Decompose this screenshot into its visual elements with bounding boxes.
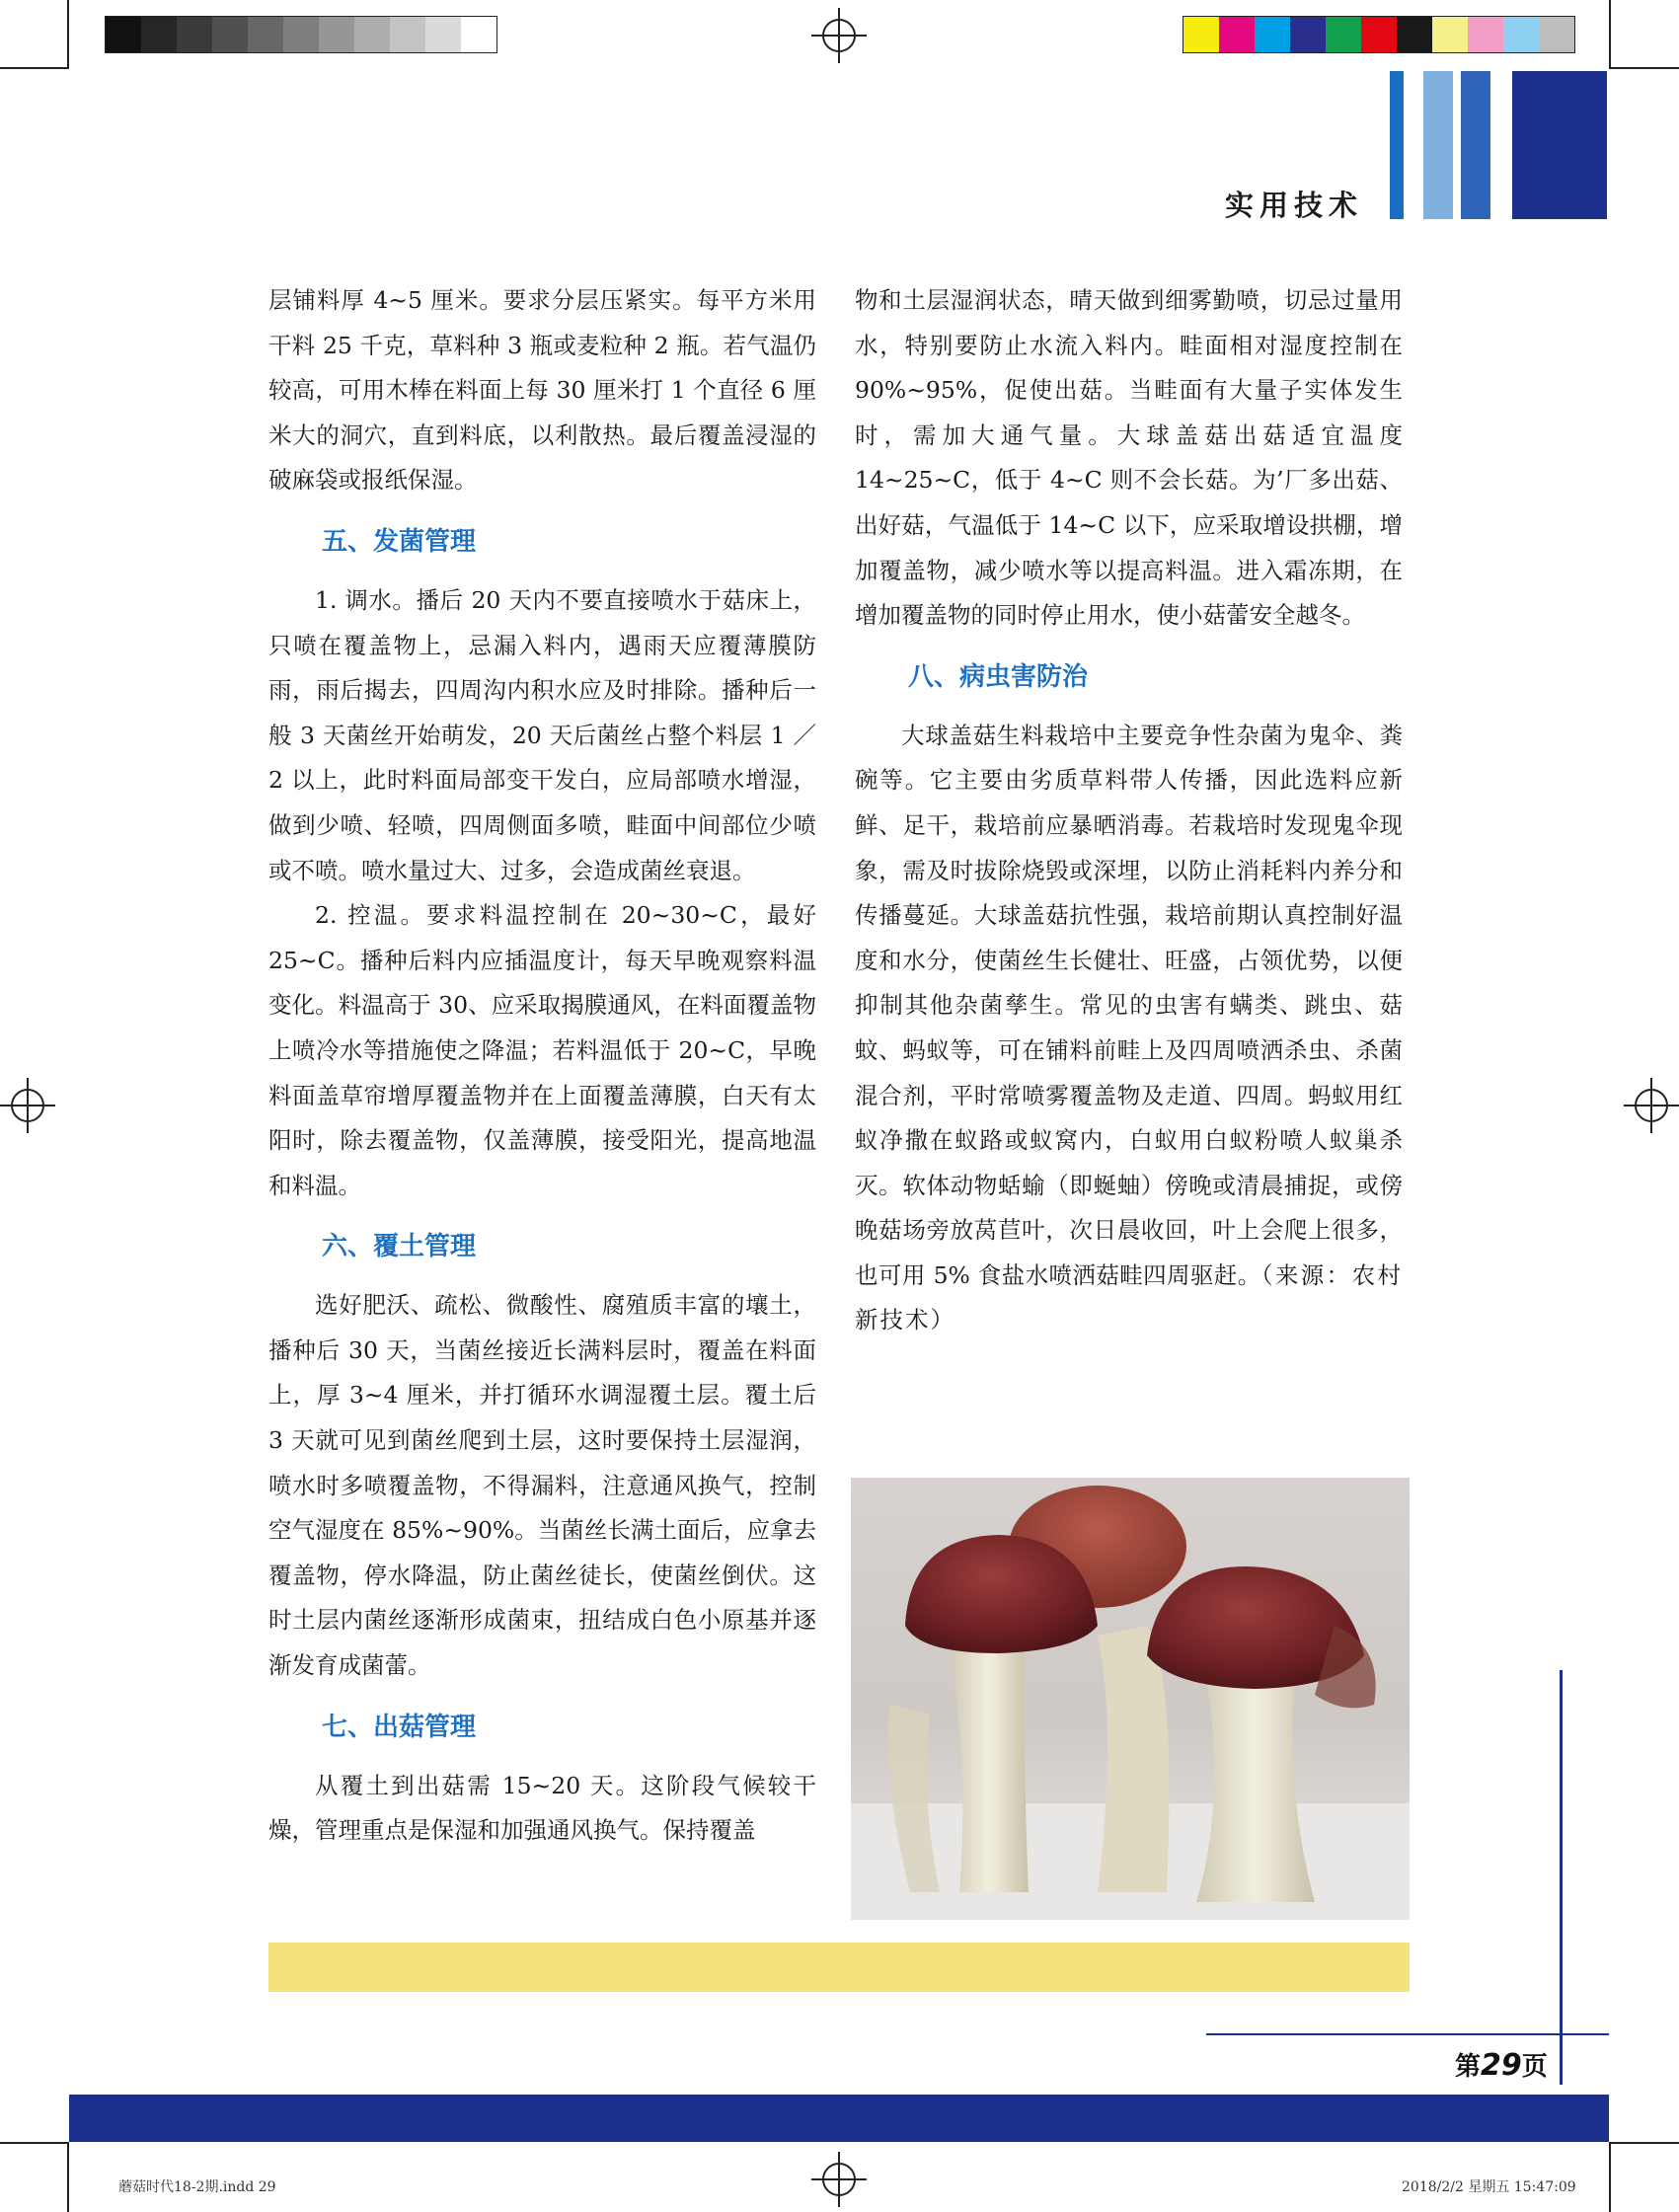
page-suffix: 页	[1521, 2052, 1548, 2082]
grayscale-bar	[105, 16, 497, 53]
registration-mark-icon	[811, 2152, 867, 2207]
paragraph: 层铺料厚 4~5 厘米。要求分层压紧实。每平方米用干料 25 千克，草料种 3 瓶或麦粒种 2 瓶。若气温仍较高，可用木棒在料面上每 30 厘米打 1 个直径 6 厘米大的洞穴，直到料底，以利散热。最后覆盖浸湿的破麻袋或报纸保湿。	[268, 286, 816, 495]
registration-mark-icon	[0, 1078, 55, 1133]
crop-mark	[1609, 67, 1679, 69]
section-title: 实用技术	[1224, 189, 1363, 222]
footer-rule-horizontal	[1206, 2033, 1609, 2035]
section-heading: 八、病虫害防治	[908, 661, 1089, 692]
crop-mark	[67, 0, 69, 69]
footer-rule-vertical	[1560, 1670, 1563, 2085]
paragraph: 1. 调水。播后 20 天内不要直接喷水于菇床上，只喷在覆盖物上，忌漏入料内，遇雨天应覆薄膜防雨，雨后揭去，四周沟内积水应及时排除。播种后一般 3 天菌丝开始萌发，20 天后菌丝占整个料层 1 ／ 2 以上，此时料面局部变干发白，应局部喷水增湿，做到少喷、轻喷，四周侧面多喷，畦面中间部位少喷或不喷。喷水量过大、过多，会造成菌丝衰退。	[268, 585, 816, 884]
crop-mark	[0, 2142, 69, 2144]
left-column	[268, 278, 816, 1854]
footer-highlight-band	[268, 1943, 1410, 1992]
page-prefix: 第	[1455, 2052, 1482, 2082]
crop-mark	[1609, 2142, 1679, 2144]
section-heading: 七、出菇管理	[322, 1712, 477, 1742]
paragraph: 2. 控温。要求料温控制在 20~30~C，最好 25~C。播种后料内应插温度计，每天早晚观察料温变化。料温高于 30、应采取揭膜通风，在料面覆盖物上喷冷水等措施使之降温；若料温低于 20~C，早晚料面盖草帘增厚覆盖物并在上面覆盖薄膜，白天有太阳时，除去覆盖物，仅盖薄膜，接受阳光，提高地温和料温。	[268, 901, 816, 1199]
header-bar	[1461, 71, 1490, 219]
paragraph: 选好肥沃、疏松、微酸性、腐殖质丰富的壤土，播种后 30 天，当菌丝接近长满料层时，覆盖在料面上，厚 3~4 厘米，并打循环水调湿覆土层。覆土后 3 天就可见到菌丝爬到土层，这时要保持土层湿润，喷水时多喷覆盖物，不得漏料，注意通风换气，控制空气湿度在 85%~90%。当菌丝长满土面后，应拿去覆盖物，停水降温，防止菌丝徒长，使菌丝倒伏。这时土层内菌丝逐渐形成菌束，扭结成白色小原基并逐渐发育成菌蕾。	[268, 1291, 816, 1680]
paragraph: 从覆土到出菇需 15~20 天。这阶段气候较干燥，管理重点是保湿和加强通风换气。保持覆盖	[268, 1771, 816, 1845]
section-heading: 六、覆土管理	[322, 1232, 477, 1262]
header-bar	[1512, 71, 1607, 219]
section-heading: 五、发菌管理	[322, 526, 477, 557]
crop-mark	[67, 2142, 69, 2212]
paragraph	[855, 714, 1403, 1343]
color-bar	[1183, 16, 1575, 53]
mushroom-illustration-icon	[851, 1478, 1410, 1920]
slug-file-info: 蘑菇时代18-2期.indd 29	[118, 2179, 276, 2195]
paragraph-text: 大球盖菇生料栽培中主要竞争性杂菌为鬼伞、粪碗等。它主要由劣质草料带人传播，因此选料应新鲜、足干，栽培前应暴晒消毒。若栽培时发现鬼伞现象，需及时拔除烧毁或深埋，以防止消耗料内养分和传播蔓延。大球盖菇抗性强，栽培前期认真控制好温度和水分，使菌丝生长健壮、旺盛，占领优势，以便抑制其他杂菌孳生。常见的虫害有螨类、跳虫、菇蚊、蚂蚁等，可在铺料前畦上及四周喷洒杀虫、杀菌混合剂，平时常喷雾覆盖物及走道、四周。蚂蚁用红蚁净撒在蚁路或蚁窝内，白蚁用白蚁粉喷人蚁巢杀灭。软体动物蛞蝓（即蜒蚰）傍晚或清晨捕捉，或傍晚菇场旁放莴苣叶，次日晨收回，叶上会爬上很多，也可用 5% 食盐水喷洒菇畦四周驱赶。	[855, 721, 1403, 1289]
slug-timestamp: 2018/2/2 星期五 15:47:09	[1402, 2179, 1576, 2195]
page-number	[1455, 2046, 1548, 2083]
page-number-value: 29	[1481, 2048, 1522, 2083]
registration-mark-icon	[1624, 1078, 1679, 1133]
paragraph: 物和土层湿润状态，晴天做到细雾勤喷，切忌过量用水，特别要防止水流入料内。畦面相对湿度控制在 90%~95%，促使出菇。当畦面有大量子实体发生时，需加大通气量。大球盖菇出菇适宜温度 14~25~C，低于 4~C 则不会长菇。为’厂多出菇、出好菇，气温低于 14~C 以下，应采取增设拱棚，增加覆盖物，减少喷水等以提高料温。进入霜冻期，在增加覆盖物的同时停止用水，使小菇蕾安全越冬。	[855, 286, 1403, 630]
crop-mark	[1609, 2142, 1611, 2212]
header-bar	[1423, 71, 1453, 219]
crop-mark	[0, 67, 69, 69]
header-bar	[1390, 71, 1404, 219]
registration-mark-icon	[811, 8, 867, 63]
mushroom-photo	[851, 1478, 1410, 1920]
source-note: （来源：农村新技术）	[855, 1260, 1403, 1335]
crop-mark	[1609, 0, 1611, 69]
footer-band	[69, 2095, 1609, 2142]
right-column	[855, 278, 1403, 1343]
